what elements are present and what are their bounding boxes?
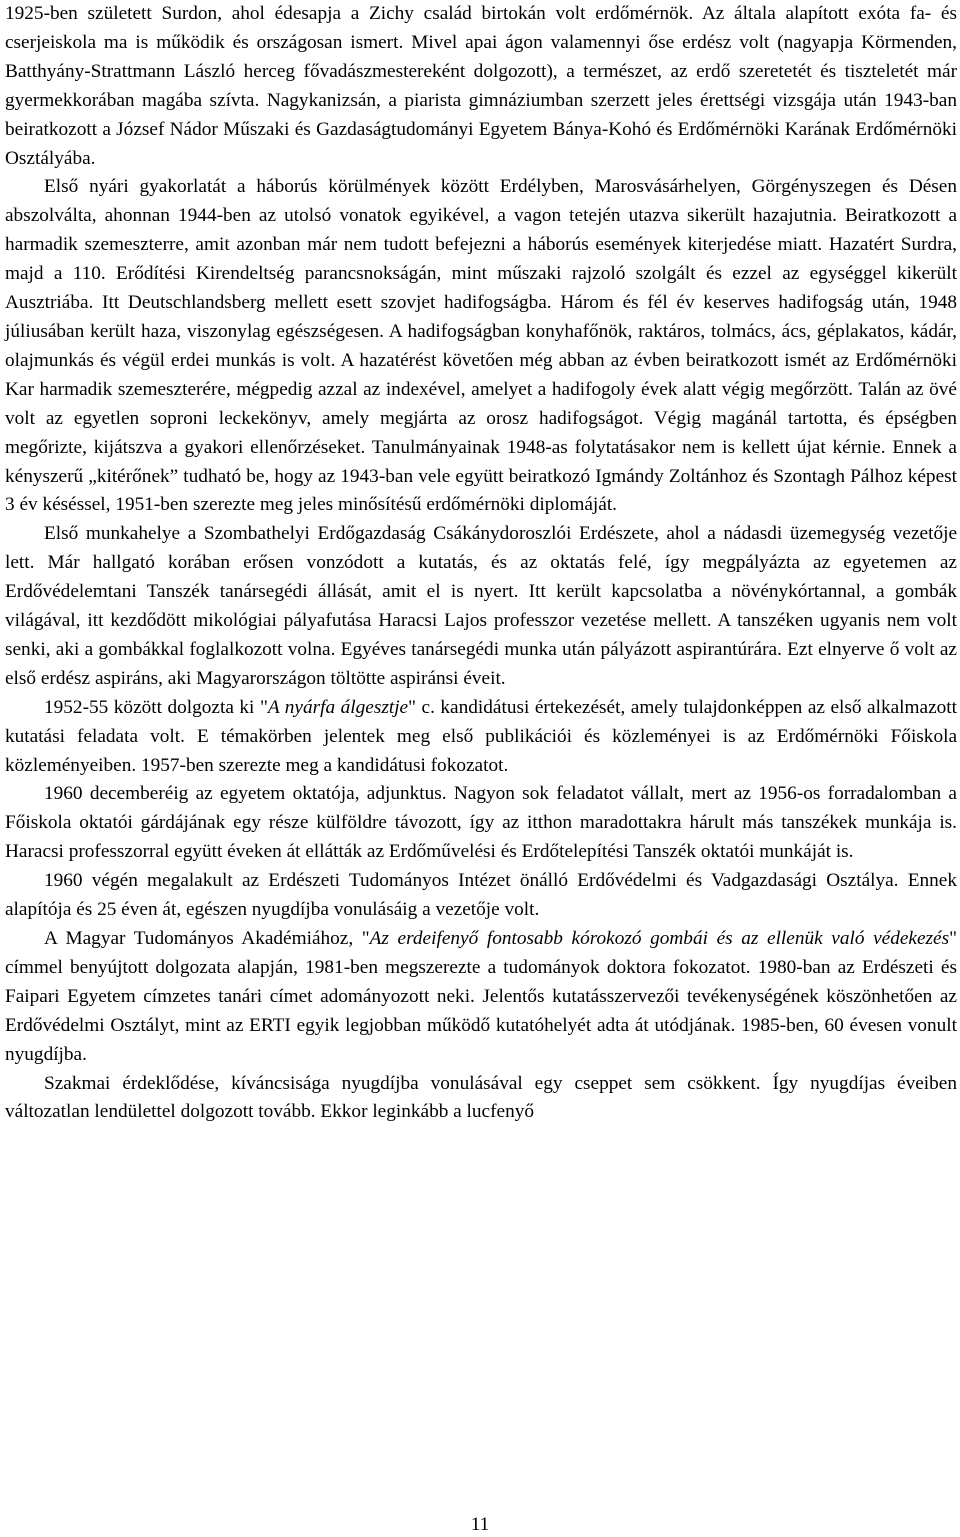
paragraph-3 bbox=[5, 520, 957, 693]
paragraph-text: 1952-55 között dolgozta ki " bbox=[44, 696, 268, 718]
paragraph-text: 1960 végén megalakult az Erdészeti Tudományos Intézet önálló Erdővédelmi és Vadgazdasági Osztálya. Ennek alapítója és 25 éven át, egészen nyugdíjba vonulásáig a vezetője volt. bbox=[5, 870, 957, 921]
paragraph-2 bbox=[5, 173, 957, 520]
paragraph-4 bbox=[5, 694, 957, 781]
paragraph-text: 1960 decemberéig az egyetem oktatója, adjunktus. Nagyon sok feladatot vállalt, mert az 1956-os forradalomban a Főiskola oktatói gárdájának egy része külföldre távozott, így az itthon maradottakra hárult más tanszékek munkája is. Haracsi professzorral együtt éveken át ellátták az Erdőművelési és Erdőtelepítési Tanszék oktatói munkáját is. bbox=[5, 783, 957, 863]
paragraph-6 bbox=[5, 867, 957, 925]
paragraph-text: " címmel benyújtott dolgozata alapján, 1981-ben megszerezte a tudományok doktora fokozatot. 1980-ban az Erdészeti és Faipari Egyetem címzetes tanári címet adományozott neki. Jelentős kutatásszervezői tevékenységének köszönhetően az Erdővédelmi Osztályt, mint az ERTI egyik legjobban működő kutatóhelyét adta át utódjának. 1985-ben, 60 évesen vonult nyugdíjba. bbox=[5, 928, 957, 1065]
document-body bbox=[5, 0, 957, 1127]
paragraph-text: " c. kandidátusi értekezését, amely tulajdonképpen az első alkalmazott kutatási feladata volt. E témakörben jelentek meg első publikációi és közleményei is az Erdőmérnöki Főiskola közleményeiben. 1957-ben szerezte meg a kandidátusi fokozatot. bbox=[5, 696, 957, 776]
paragraph-text: 1925-ben született Surdon, ahol édesapja a Zichy család birtokán volt erdőmérnök. Az általa alapított exóta fa- és cserjeiskola ma is működik és országosan ismert. Mivel apai ágon valamennyi őse erdész volt (nagyapja Körmenden, Batthyány-Strattmann László herceg fővadászmestereként dolgozott), a természet, az erdő szeretetét és tiszteletét már gyermekkorában magába szívta. Nagykanizsán, a piarista gimnáziumban szerzett jeles érettségi vizsgája után 1943-ban beiratkozott a József Nádor Műszaki és Gazdaságtudományi Egyetem Bánya-Kohó és Erdőmérnöki Karának Erdőmérnöki Osztályába. bbox=[5, 3, 957, 169]
thesis-title: Az erdeifenyő fontosabb kórokozó gombái és az ellenük való védekezés bbox=[369, 928, 950, 949]
paragraph-7 bbox=[5, 925, 957, 1070]
paragraph-text: Első nyári gyakorlatát a háborús körülmények között Erdélyben, Marosvásárhelyen, Görgényszegen és Désen abszolválta, ahonnan 1944-ben az utolsó vonatok egyikével, a vagon tetején utazva sikerült hazajutnia. Beiratkozott a harmadik szemeszterre, amit azonban már nem tudott befejezni a háborús események kiterjedése miatt. Hazatért Surdra, majd a 110. Erődítési Kirendeltség parancsnokságán, mint műszaki rajzoló szolgált és ezzel az egységgel kikerült Ausztriába. Itt Deutschlandsberg mellett esett szovjet hadifogságba. Három és fél év keserves hadifogság után, 1948 júliusában került haza, viszonylag egészségesen. A hadifogságban konyhafőnök, raktáros, tolmács, ács, géplakatos, kádár, olajmunkás és végül erdei munkás is volt. A hazatérést követően még abban az évben beiratkozott ismét az Erdőmérnöki Kar harmadik szemeszterére, mégpedig azzal az indexével, amelyet a hadifogoly évek alatt végig megőrzött. Talán az övé volt az egyetlen soproni leckekönyv, amely megjárta az orosz hadifogságot. Végig magánál tartotta, és épségben megőrizte, kijátszva a gyakori ellenőrzéseket. Tanulmányainak 1948-as folytatásakor nem is kellett újat kérnie. Ennek a kényszerű „kitérőnek” tudható be, hogy az 1943-ban vele együtt beiratkozó Igmándy Zoltánhoz és Szontagh Pálhoz képest 3 év késéssel, 1951-ben szerezte meg jeles minősítésű erdőmérnöki diplomáját. bbox=[5, 176, 957, 516]
paragraph-5 bbox=[5, 780, 957, 867]
paragraph-1 bbox=[5, 0, 957, 173]
paragraph-text: Szakmai érdeklődése, kíváncsisága nyugdíjba vonulásával egy cseppet sem csökkent. Így nyugdíjas éveiben változatlan lendülettel dolgozott tovább. Ekkor leginkább a lucfenyő bbox=[5, 1072, 957, 1123]
paragraph-8 bbox=[5, 1070, 957, 1128]
page-number: 11 bbox=[470, 1514, 490, 1535]
paragraph-text: A Magyar Tudományos Akadémiához, " bbox=[44, 928, 370, 949]
paragraph-text: Első munkahelye a Szombathelyi Erdőgazdaság Csákánydoroszlói Erdészete, ahol a nádasdi üzemegység vezetője lett. Már hallgató korában erősen vonzódott a kutatás, és az oktatás felé, így megpályázta az egyetemen az Erdővédelemtani Tanszék tanársegédi állását, amit el is nyert. Itt került kapcsolatba a növénykórtannal, a gombák világával, itt kezdődött mikológiai pályafutása Haracsi Lajos professzor vezetése mellett. A tanszéken ugyanis nem volt senki, aki a gombákkal foglalkozott volna. Egyéves tanársegédi munka után pályázott aspirantúrára. Ezt elnyerve ő volt az első erdész aspiráns, aki Magyarországon töltötte aspiránsi éveit. bbox=[5, 523, 957, 689]
dissertation-title: A nyárfa álgesztje bbox=[267, 696, 409, 718]
